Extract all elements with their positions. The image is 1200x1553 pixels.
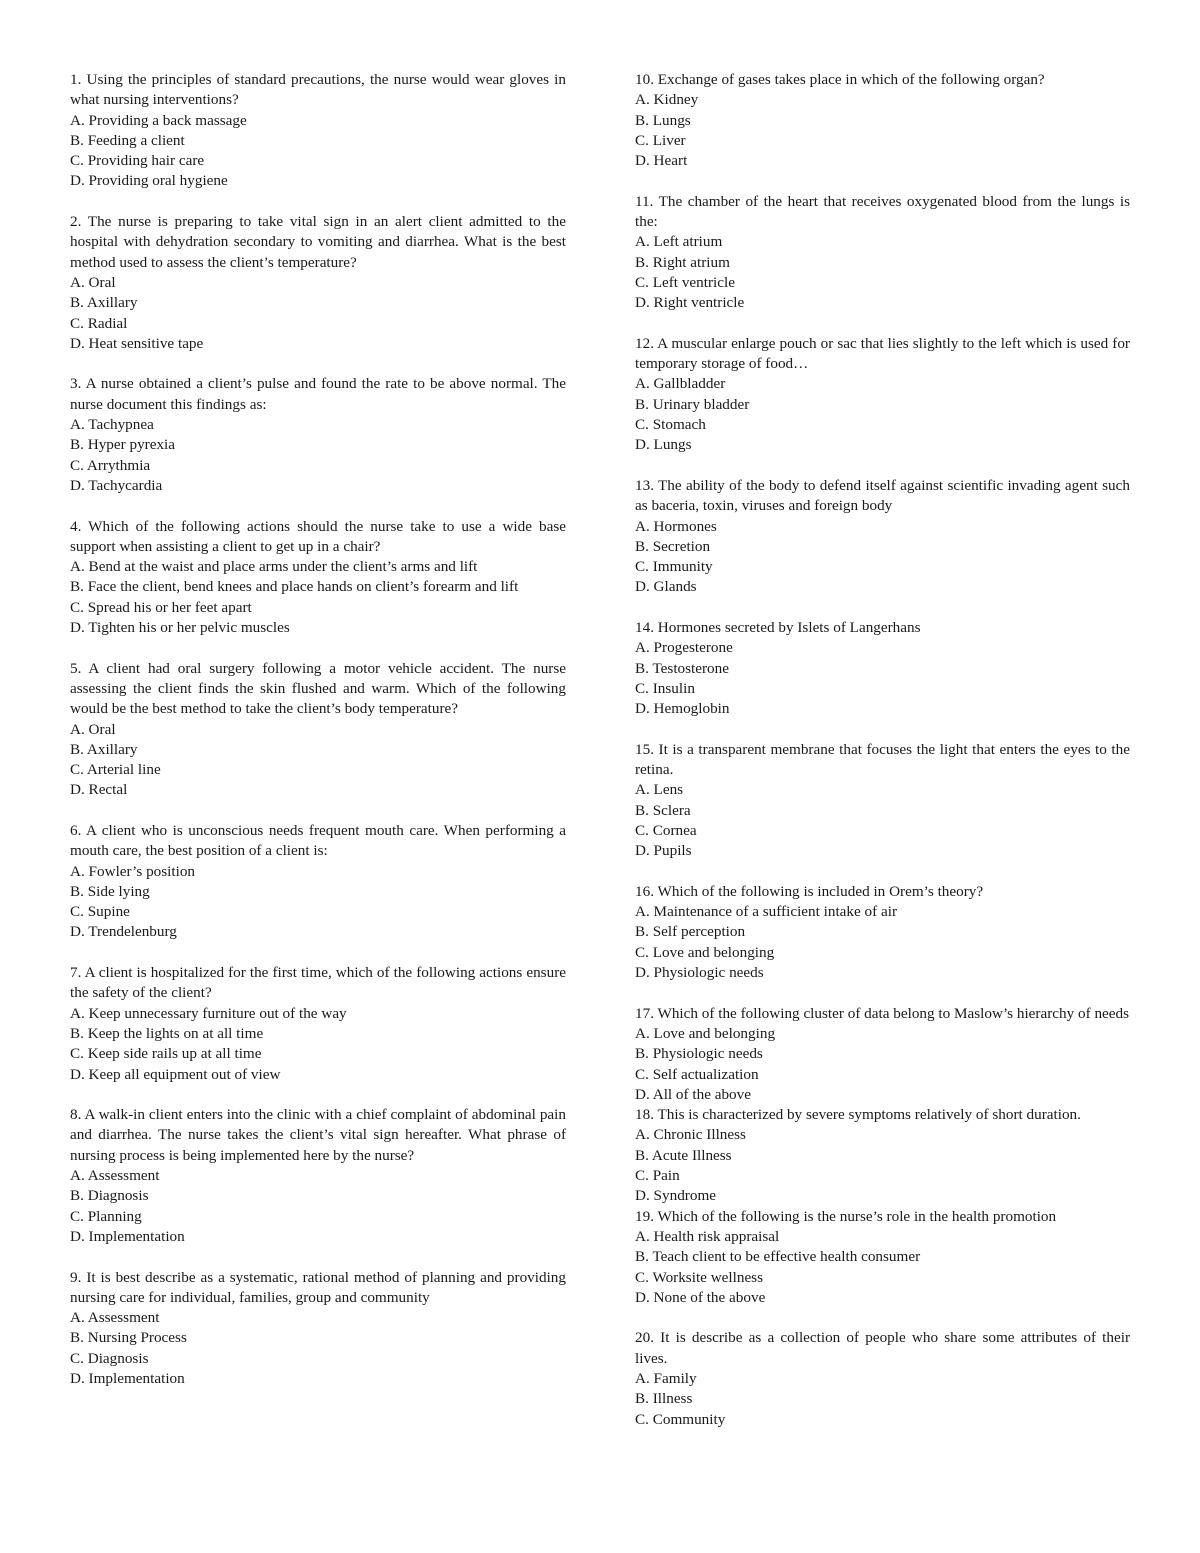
right-question-column bbox=[635, 70, 1130, 1450]
answer-option: A. Oral bbox=[70, 273, 116, 291]
answer-option: C. Radial bbox=[70, 314, 128, 332]
question-stem: 4. Which of the following actions should the nurse take to use a wide base support when assisting a client to get up in a chair? bbox=[70, 517, 566, 555]
question-stem: 3. A nurse obtained a client’s pulse and found the rate to be above normal. The nurse document this findings as: bbox=[70, 375, 566, 413]
answer-option: D. Physiologic needs bbox=[635, 964, 764, 982]
answer-option: A. Family bbox=[635, 1370, 697, 1387]
question-block bbox=[70, 212, 566, 354]
question-block bbox=[70, 963, 566, 1085]
question-block bbox=[70, 517, 566, 639]
answer-option: A. Kidney bbox=[635, 91, 699, 109]
answer-option: D. None of the above bbox=[635, 1288, 766, 1306]
answer-option: D. Lungs bbox=[635, 436, 692, 454]
answer-option: B. Right atrium bbox=[635, 253, 730, 271]
question-stem: 10. Exchange of gases takes place in which of the following organ? bbox=[635, 71, 1045, 88]
question-block bbox=[635, 618, 1130, 719]
answer-option: D. Syndrome bbox=[635, 1187, 716, 1205]
answer-option: A. Bend at the waist and place arms under the client’s arms and lift bbox=[70, 558, 478, 576]
question-block bbox=[635, 1004, 1130, 1105]
question-stem: 9. It is best describe as a systematic, rational method of planning and providing nursing care for individual, families, group and community bbox=[70, 1268, 566, 1306]
answer-option: C. Love and belonging bbox=[635, 943, 775, 961]
answer-option: B. Testosterone bbox=[635, 659, 729, 677]
question-block bbox=[635, 882, 1130, 983]
answer-option: D. Tachycardia bbox=[70, 476, 163, 494]
answer-option: A. Assessment bbox=[70, 1309, 160, 1327]
answer-option: D. Heart bbox=[635, 152, 688, 170]
answer-option: D. Rectal bbox=[70, 781, 128, 799]
answer-option: D. Glands bbox=[635, 578, 697, 596]
left-question-column bbox=[70, 70, 566, 1410]
answer-option: C. Arterial line bbox=[70, 761, 161, 779]
question-stem: 15. It is a transparent membrane that focuses the light that enters the eyes to the retina. bbox=[635, 740, 1130, 779]
answer-option: D. Tighten his or her pelvic muscles bbox=[70, 619, 290, 637]
answer-option: A. Providing a back massage bbox=[70, 111, 247, 129]
question-block bbox=[635, 192, 1130, 314]
question-block bbox=[635, 476, 1130, 598]
answer-option: C. Spread his or her feet apart bbox=[70, 598, 252, 616]
answer-option: C. Diagnosis bbox=[70, 1349, 149, 1367]
answer-option: C. Stomach bbox=[635, 416, 706, 434]
answer-option: B. Hyper pyrexia bbox=[70, 436, 176, 454]
answer-option: C. Cornea bbox=[635, 821, 697, 839]
question-block bbox=[70, 374, 566, 496]
question-block bbox=[635, 1105, 1130, 1206]
question-stem: 7. A client is hospitalized for the first time, which of the following actions ensure the safety of the client? bbox=[70, 964, 566, 1002]
answer-option: B. Lungs bbox=[635, 111, 691, 129]
answer-option: D. Heat sensitive tape bbox=[70, 334, 204, 352]
answer-option: B. Diagnosis bbox=[70, 1187, 149, 1205]
answer-option: A. Hormones bbox=[635, 517, 717, 535]
answer-option: D. Pupils bbox=[635, 842, 692, 860]
question-stem: 6. A client who is unconscious needs frequent mouth care. When performing a mouth care, the best position of a client is: bbox=[70, 821, 566, 860]
answer-option: C. Worksite wellness bbox=[635, 1268, 764, 1286]
question-stem: 13. The ability of the body to defend itself against scientific invading agent such as baceria, toxin, viruses and foreign body bbox=[635, 476, 1130, 515]
question-stem: 11. The chamber of the heart that receives oxygenated blood from the lungs is the: bbox=[635, 192, 1130, 231]
answer-option: A. Assessment bbox=[70, 1167, 160, 1185]
answer-option: B. Secretion bbox=[635, 537, 711, 555]
question-block bbox=[635, 740, 1130, 862]
answer-option: A. Tachypnea bbox=[70, 416, 154, 434]
answer-option: B. Urinary bladder bbox=[635, 395, 750, 413]
answer-option: C. Planning bbox=[70, 1207, 142, 1225]
answer-option: C. Keep side rails up at all time bbox=[70, 1045, 262, 1063]
answer-option: C. Arrythmia bbox=[70, 456, 151, 474]
question-stem: 2. The nurse is preparing to take vital sign in an alert client admitted to the hospital with dehydration secondary to vomiting and diarrhea. What is the best method used to assess the client’s temperature? bbox=[70, 213, 566, 271]
answer-option: D. Keep all equipment out of view bbox=[70, 1065, 281, 1083]
question-stem: 12. A muscular enlarge pouch or sac that lies slightly to the left which is used for temporary storage of food… bbox=[635, 334, 1130, 373]
answer-option: A. Chronic Illness bbox=[635, 1126, 746, 1144]
answer-option: B. Feeding a client bbox=[70, 131, 185, 149]
question-block bbox=[70, 1105, 566, 1247]
answer-option: B. Axillary bbox=[70, 740, 138, 758]
question-block bbox=[70, 1268, 566, 1390]
answer-option: B. Illness bbox=[635, 1390, 693, 1408]
answer-option: C. Left ventricle bbox=[635, 273, 735, 291]
question-block bbox=[635, 1328, 1130, 1429]
answer-option: C. Liver bbox=[635, 131, 686, 149]
answer-option: B. Teach client to be effective health consumer bbox=[635, 1248, 921, 1266]
answer-option: D. Right ventricle bbox=[635, 294, 745, 312]
answer-option: C. Supine bbox=[70, 903, 130, 921]
answer-option: A. Gallbladder bbox=[635, 375, 726, 393]
answer-option: B. Keep the lights on at all time bbox=[70, 1024, 264, 1042]
question-block bbox=[70, 659, 566, 801]
answer-option: B. Side lying bbox=[70, 882, 150, 900]
answer-option: A. Keep unnecessary furniture out of the way bbox=[70, 1004, 347, 1022]
answer-option: D. All of the above bbox=[635, 1085, 751, 1103]
answer-option: B. Nursing Process bbox=[70, 1329, 187, 1347]
answer-option: B. Face the client, bend knees and place hands on client’s forearm and lift bbox=[70, 578, 519, 596]
answer-option: B. Axillary bbox=[70, 294, 138, 312]
question-stem: 8. A walk-in client enters into the clinic with a chief complaint of abdominal pain and diarrhea. The nurse takes the client’s vital sign hereafter. What phrase of nursing process is being implemented here by the nurse? bbox=[70, 1106, 566, 1164]
answer-option: A. Progesterone bbox=[635, 639, 733, 657]
answer-option: A. Lens bbox=[635, 781, 684, 799]
answer-option: A. Maintenance of a sufficient intake of air bbox=[635, 903, 898, 921]
question-block bbox=[70, 821, 566, 943]
answer-option: D. Implementation bbox=[70, 1370, 185, 1387]
question-block bbox=[70, 70, 566, 192]
question-block bbox=[635, 70, 1130, 171]
question-stem: 5. A client had oral surgery following a motor vehicle accident. The nurse assessing the client finds the skin flushed and warm. Which of the following would be the best method to take the client’s body temperature? bbox=[70, 659, 566, 718]
answer-option: D. Implementation bbox=[70, 1227, 185, 1245]
answer-option: C. Insulin bbox=[635, 679, 695, 697]
question-stem: 14. Hormones secreted by Islets of Langerhans bbox=[635, 619, 921, 637]
answer-option: C. Providing hair care bbox=[70, 152, 205, 170]
question-stem: 20. It is describe as a collection of people who share some attributes of their lives. bbox=[635, 1329, 1130, 1367]
answer-option: B. Acute Illness bbox=[635, 1146, 732, 1164]
answer-option: D. Hemoglobin bbox=[635, 700, 730, 718]
question-stem: 18. This is characterized by severe symptoms relatively of short duration. bbox=[635, 1106, 1081, 1124]
question-stem: 17. Which of the following cluster of data belong to Maslow’s hierarchy of needs bbox=[635, 1004, 1130, 1022]
answer-option: A. Health risk appraisal bbox=[635, 1227, 780, 1245]
question-stem: 1. Using the principles of standard precautions, the nurse would wear gloves in what nursing interventions? bbox=[70, 71, 566, 109]
answer-option: C. Pain bbox=[635, 1167, 680, 1185]
answer-option: C. Self actualization bbox=[635, 1065, 759, 1083]
question-block bbox=[635, 334, 1130, 456]
answer-option: A. Left atrium bbox=[635, 233, 723, 251]
question-stem: 19. Which of the following is the nurse’s role in the health promotion bbox=[635, 1207, 1057, 1225]
question-stem: 16. Which of the following is included in Orem’s theory? bbox=[635, 882, 984, 900]
answer-option: B. Sclera bbox=[635, 801, 691, 819]
answer-option: A. Love and belonging bbox=[635, 1024, 776, 1042]
question-block bbox=[635, 1207, 1130, 1308]
answer-option: B. Self perception bbox=[635, 923, 746, 941]
answer-option: C. Immunity bbox=[635, 558, 713, 576]
answer-option: C. Community bbox=[635, 1410, 726, 1428]
answer-option: A. Oral bbox=[70, 720, 116, 738]
answer-option: D. Providing oral hygiene bbox=[70, 172, 228, 190]
answer-option: D. Trendelenburg bbox=[70, 923, 177, 941]
answer-option: A. Fowler’s position bbox=[70, 862, 196, 880]
answer-option: B. Physiologic needs bbox=[635, 1045, 763, 1063]
